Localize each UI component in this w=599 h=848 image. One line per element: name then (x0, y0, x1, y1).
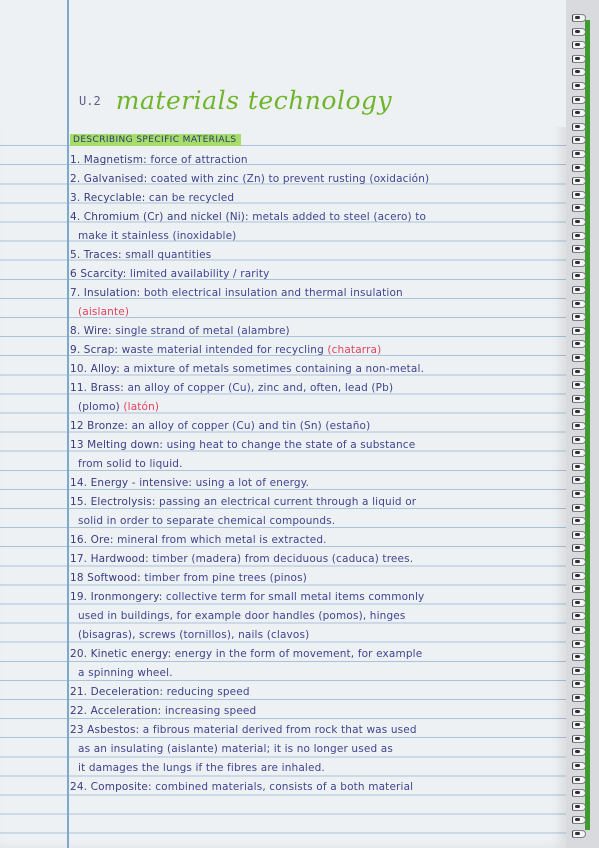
binding-ring (572, 803, 586, 811)
binding-ring (572, 28, 586, 36)
note-line (70, 438, 415, 452)
note-text: passing an electrical current through a liquid or (155, 496, 417, 508)
note-text: (bisagras), screws (tornillos), nails (clavos) (78, 629, 310, 641)
binding-ring (572, 395, 586, 403)
note-text: waste material intended for recycling (118, 344, 328, 356)
binding-ring (572, 340, 586, 348)
binding-ring (572, 408, 586, 416)
ring-hole (575, 764, 580, 767)
note-text: coated with zinc (Zn) to prevent rusting (oxidación) (147, 173, 430, 185)
binding-ring (572, 680, 586, 688)
note-text: energy in the form of movement, for example (171, 648, 423, 660)
binding-ring (572, 694, 586, 702)
note-line (78, 609, 406, 623)
ring-hole (575, 302, 580, 305)
note-text: mineral from which metal is extracted. (113, 534, 327, 546)
note-line (70, 191, 234, 205)
binding-ring (572, 368, 586, 376)
note-line (70, 647, 422, 661)
note-term: 19. Ironmongery: (70, 591, 163, 603)
note-text: a fibrous material derived from rock that was used (139, 724, 417, 736)
note-line (70, 324, 290, 338)
note-term: 21. Deceleration: (70, 686, 164, 698)
binding-ring (572, 667, 586, 675)
note-term: 3. Recyclable: (70, 192, 146, 204)
note-line (70, 419, 370, 433)
note-text: metals added to steel (acero) to (248, 211, 427, 223)
unit-number: U.2 (79, 93, 101, 108)
ring-hole (575, 410, 580, 413)
ring-hole (575, 506, 580, 509)
note-text: reducing speed (163, 686, 250, 698)
ring-hole (575, 288, 580, 291)
ring-hole (575, 84, 580, 87)
ring-hole (575, 614, 580, 617)
note-text: make it stainless (inoxidable) (78, 230, 237, 242)
note-line (70, 248, 211, 262)
translation-text: (latón) (123, 401, 160, 413)
note-text: (plomo) (78, 401, 124, 413)
ring-hole (575, 546, 580, 549)
binding-ring (572, 68, 586, 76)
ring-hole (575, 805, 580, 808)
binding-ring (572, 300, 586, 308)
note-text: from solid to liquid. (78, 458, 183, 470)
note-text: collective term for small metal items commonly (162, 591, 425, 603)
note-text: small quantities (121, 249, 212, 261)
binding-ring (572, 286, 586, 294)
ring-hole (575, 16, 580, 19)
note-line (78, 400, 159, 414)
ring-hole (575, 166, 580, 169)
note-line (78, 666, 173, 680)
note-text: a spinning wheel. (78, 667, 173, 679)
note-term: 12 Bronze: (70, 420, 129, 432)
ring-hole (575, 247, 580, 250)
ring-hole (575, 138, 580, 141)
binding-ring (572, 449, 586, 457)
note-line (70, 381, 393, 395)
binding-ring (572, 476, 586, 484)
ring-hole (575, 832, 580, 835)
ring-hole (575, 206, 580, 209)
note-text: used in buildings, for example door handles (pomos), hinges (78, 610, 406, 622)
note-term: 5. Traces: (70, 249, 122, 261)
binding-ring (572, 204, 586, 212)
page-title: materials technology (115, 86, 393, 115)
binding-ring (572, 599, 586, 607)
note-line (70, 286, 403, 300)
note-line (70, 172, 429, 186)
note-line (70, 780, 413, 794)
ring-hole (575, 519, 580, 522)
ring-hole (575, 750, 580, 753)
binding-ring (572, 748, 586, 756)
note-line (70, 153, 248, 167)
ring-hole (575, 438, 580, 441)
ring-hole (575, 791, 580, 794)
note-term: 2. Galvanised: (70, 173, 148, 185)
binding-ring (572, 572, 586, 580)
ring-hole (575, 70, 580, 73)
note-line (78, 742, 393, 756)
binding-ring (572, 544, 586, 552)
note-text: timber from pine trees (pinos) (140, 572, 307, 584)
binding-ring (572, 612, 586, 620)
binding-ring (572, 259, 586, 267)
note-line (70, 552, 413, 566)
binding-ring (572, 164, 586, 172)
binding-ring (572, 327, 586, 335)
binding-ring (572, 109, 586, 117)
note-text: it damages the lungs if the fibres are inhaled. (78, 762, 325, 774)
binding-ring (572, 708, 586, 716)
title-row (79, 86, 392, 115)
note-line (70, 495, 416, 509)
ring-hole (575, 342, 580, 345)
binding-ring (572, 626, 586, 634)
ring-hole (575, 329, 580, 332)
binding-ring (572, 830, 586, 838)
ring-hole (575, 98, 580, 101)
ring-hole (575, 397, 580, 400)
note-line (70, 267, 269, 281)
ring-hole (575, 111, 580, 114)
note-text: solid in order to separate chemical compounds. (78, 515, 336, 527)
note-term: 14. Energy - intensive: (70, 477, 193, 489)
note-term: 13 Melting down: (70, 439, 164, 451)
binding-ring (572, 232, 586, 240)
binding-ring (572, 354, 586, 362)
ring-hole (575, 179, 580, 182)
ring-hole (575, 710, 580, 713)
binding-ring (572, 14, 586, 22)
ring-hole (575, 818, 580, 821)
note-term: 22. Acceleration: (70, 705, 162, 717)
note-term: 23 Asbestos: (70, 724, 140, 736)
ring-hole (575, 451, 580, 454)
binding-ring (572, 177, 586, 185)
note-term: 16. Ore: (70, 534, 114, 546)
ring-hole (575, 478, 580, 481)
section-heading: DESCRIBING SPECIFIC MATERIALS (70, 134, 241, 146)
note-text: single strand of metal (alambre) (111, 325, 290, 337)
ring-hole (575, 424, 580, 427)
note-line (78, 628, 309, 642)
binding-ring (572, 653, 586, 661)
note-term: 20. Kinetic energy: (70, 648, 172, 660)
ring-hole (575, 778, 580, 781)
ring-hole (575, 30, 580, 33)
note-text: force of attraction (146, 154, 248, 166)
binding-ring (572, 218, 586, 226)
binding-ring (572, 762, 586, 770)
note-text: a mixture of metals sometimes containing a non-metal. (119, 363, 425, 375)
note-line (70, 723, 417, 737)
binding-ring (572, 776, 586, 784)
ring-hole (575, 723, 580, 726)
ring-hole (575, 669, 580, 672)
note-text: combined materials, consists of a both material (151, 781, 414, 793)
binding-ring (572, 436, 586, 444)
binding-ring (572, 55, 586, 63)
ring-hole (575, 43, 580, 46)
note-line (78, 305, 129, 319)
binding-ring (572, 640, 586, 648)
note-text: can be recycled (145, 192, 235, 204)
ring-hole (575, 587, 580, 590)
note-term: 11. Brass: (70, 382, 124, 394)
note-line (70, 685, 250, 699)
ring-hole (575, 261, 580, 264)
note-line (70, 362, 424, 376)
note-term: 17. Hardwood: (70, 553, 149, 565)
ring-hole (575, 642, 580, 645)
note-text: an alloy of copper (Cu) and tin (Sn) (estaño) (128, 420, 371, 432)
ring-hole (575, 57, 580, 60)
note-term: 7. Insulation: (70, 287, 141, 299)
note-line (78, 514, 335, 528)
note-term: 4. Chromium (Cr) and nickel (Ni): (70, 211, 249, 223)
note-text: as an insulating (aislante) material; it is no longer used as (78, 743, 393, 755)
binding-ring (572, 123, 586, 131)
binding-ring (572, 490, 586, 498)
note-term: 8. Wire: (70, 325, 112, 337)
note-line (70, 590, 424, 604)
note-line (78, 457, 183, 471)
ring-hole (575, 737, 580, 740)
note-term: 6 Scarcity: (70, 268, 127, 280)
ring-hole (575, 125, 580, 128)
binding-ring (572, 422, 586, 430)
ring-hole (575, 220, 580, 223)
binding-ring (572, 585, 586, 593)
ring-hole (575, 193, 580, 196)
ring-hole (575, 152, 580, 155)
note-text: both electrical insulation and thermal insulation (140, 287, 403, 299)
note-line (70, 533, 327, 547)
note-text: limited availability / rarity (126, 268, 270, 280)
ring-hole (575, 601, 580, 604)
note-text: an alloy of copper (Cu), zinc and, often, lead (Pb) (123, 382, 394, 394)
ring-hole (575, 574, 580, 577)
binding-ring (572, 191, 586, 199)
note-text: using a lot of energy. (192, 477, 310, 489)
note-term: 24. Composite: (70, 781, 152, 793)
spiral-binding (566, 0, 599, 848)
note-text: increasing speed (161, 705, 257, 717)
ring-hole (575, 315, 580, 318)
note-term: 18 Softwood: (70, 572, 141, 584)
ring-hole (575, 533, 580, 536)
translation-text: (chatarra) (327, 344, 382, 356)
binding-ring (572, 313, 586, 321)
binding-ring (572, 789, 586, 797)
ring-hole (575, 655, 580, 658)
binding-ring (572, 463, 586, 471)
binding-ring (572, 245, 586, 253)
binding-ring (572, 96, 586, 104)
margin-line (67, 0, 69, 848)
note-text: timber (madera) from deciduous (caduca) trees. (148, 553, 414, 565)
binding-ring (572, 735, 586, 743)
ring-hole (575, 370, 580, 373)
binding-ring (572, 816, 586, 824)
note-term: 9. Scrap: (70, 344, 119, 356)
note-term: 10. Alloy: (70, 363, 120, 375)
translation-text: (aislante) (78, 306, 130, 318)
ring-hole (575, 628, 580, 631)
note-line (70, 571, 307, 585)
binding-ring (572, 504, 586, 512)
binding-ring (572, 531, 586, 539)
note-term: 1. Magnetism: (70, 154, 147, 166)
binding-ring (572, 517, 586, 525)
note-line (70, 704, 256, 718)
ring-hole (575, 356, 580, 359)
note-line (70, 343, 381, 357)
ring-hole (575, 696, 580, 699)
binding-ring (572, 558, 586, 566)
ring-hole (575, 234, 580, 237)
note-line (70, 476, 309, 490)
note-text: using heat to change the state of a substance (163, 439, 416, 451)
ring-hole (575, 560, 580, 563)
note-term: 15. Electrolysis: (70, 496, 156, 508)
ring-hole (575, 383, 580, 386)
note-line (78, 229, 236, 243)
ring-hole (575, 274, 580, 277)
binding-ring (572, 721, 586, 729)
note-line (70, 210, 426, 224)
binding-ring (572, 272, 586, 280)
binding-ring (572, 150, 586, 158)
note-line (78, 761, 325, 775)
ring-hole (575, 465, 580, 468)
binding-ring (572, 381, 586, 389)
binding-ring (572, 82, 586, 90)
binding-ring (572, 136, 586, 144)
binding-ring (572, 41, 586, 49)
ring-hole (575, 682, 580, 685)
ring-hole (575, 492, 580, 495)
